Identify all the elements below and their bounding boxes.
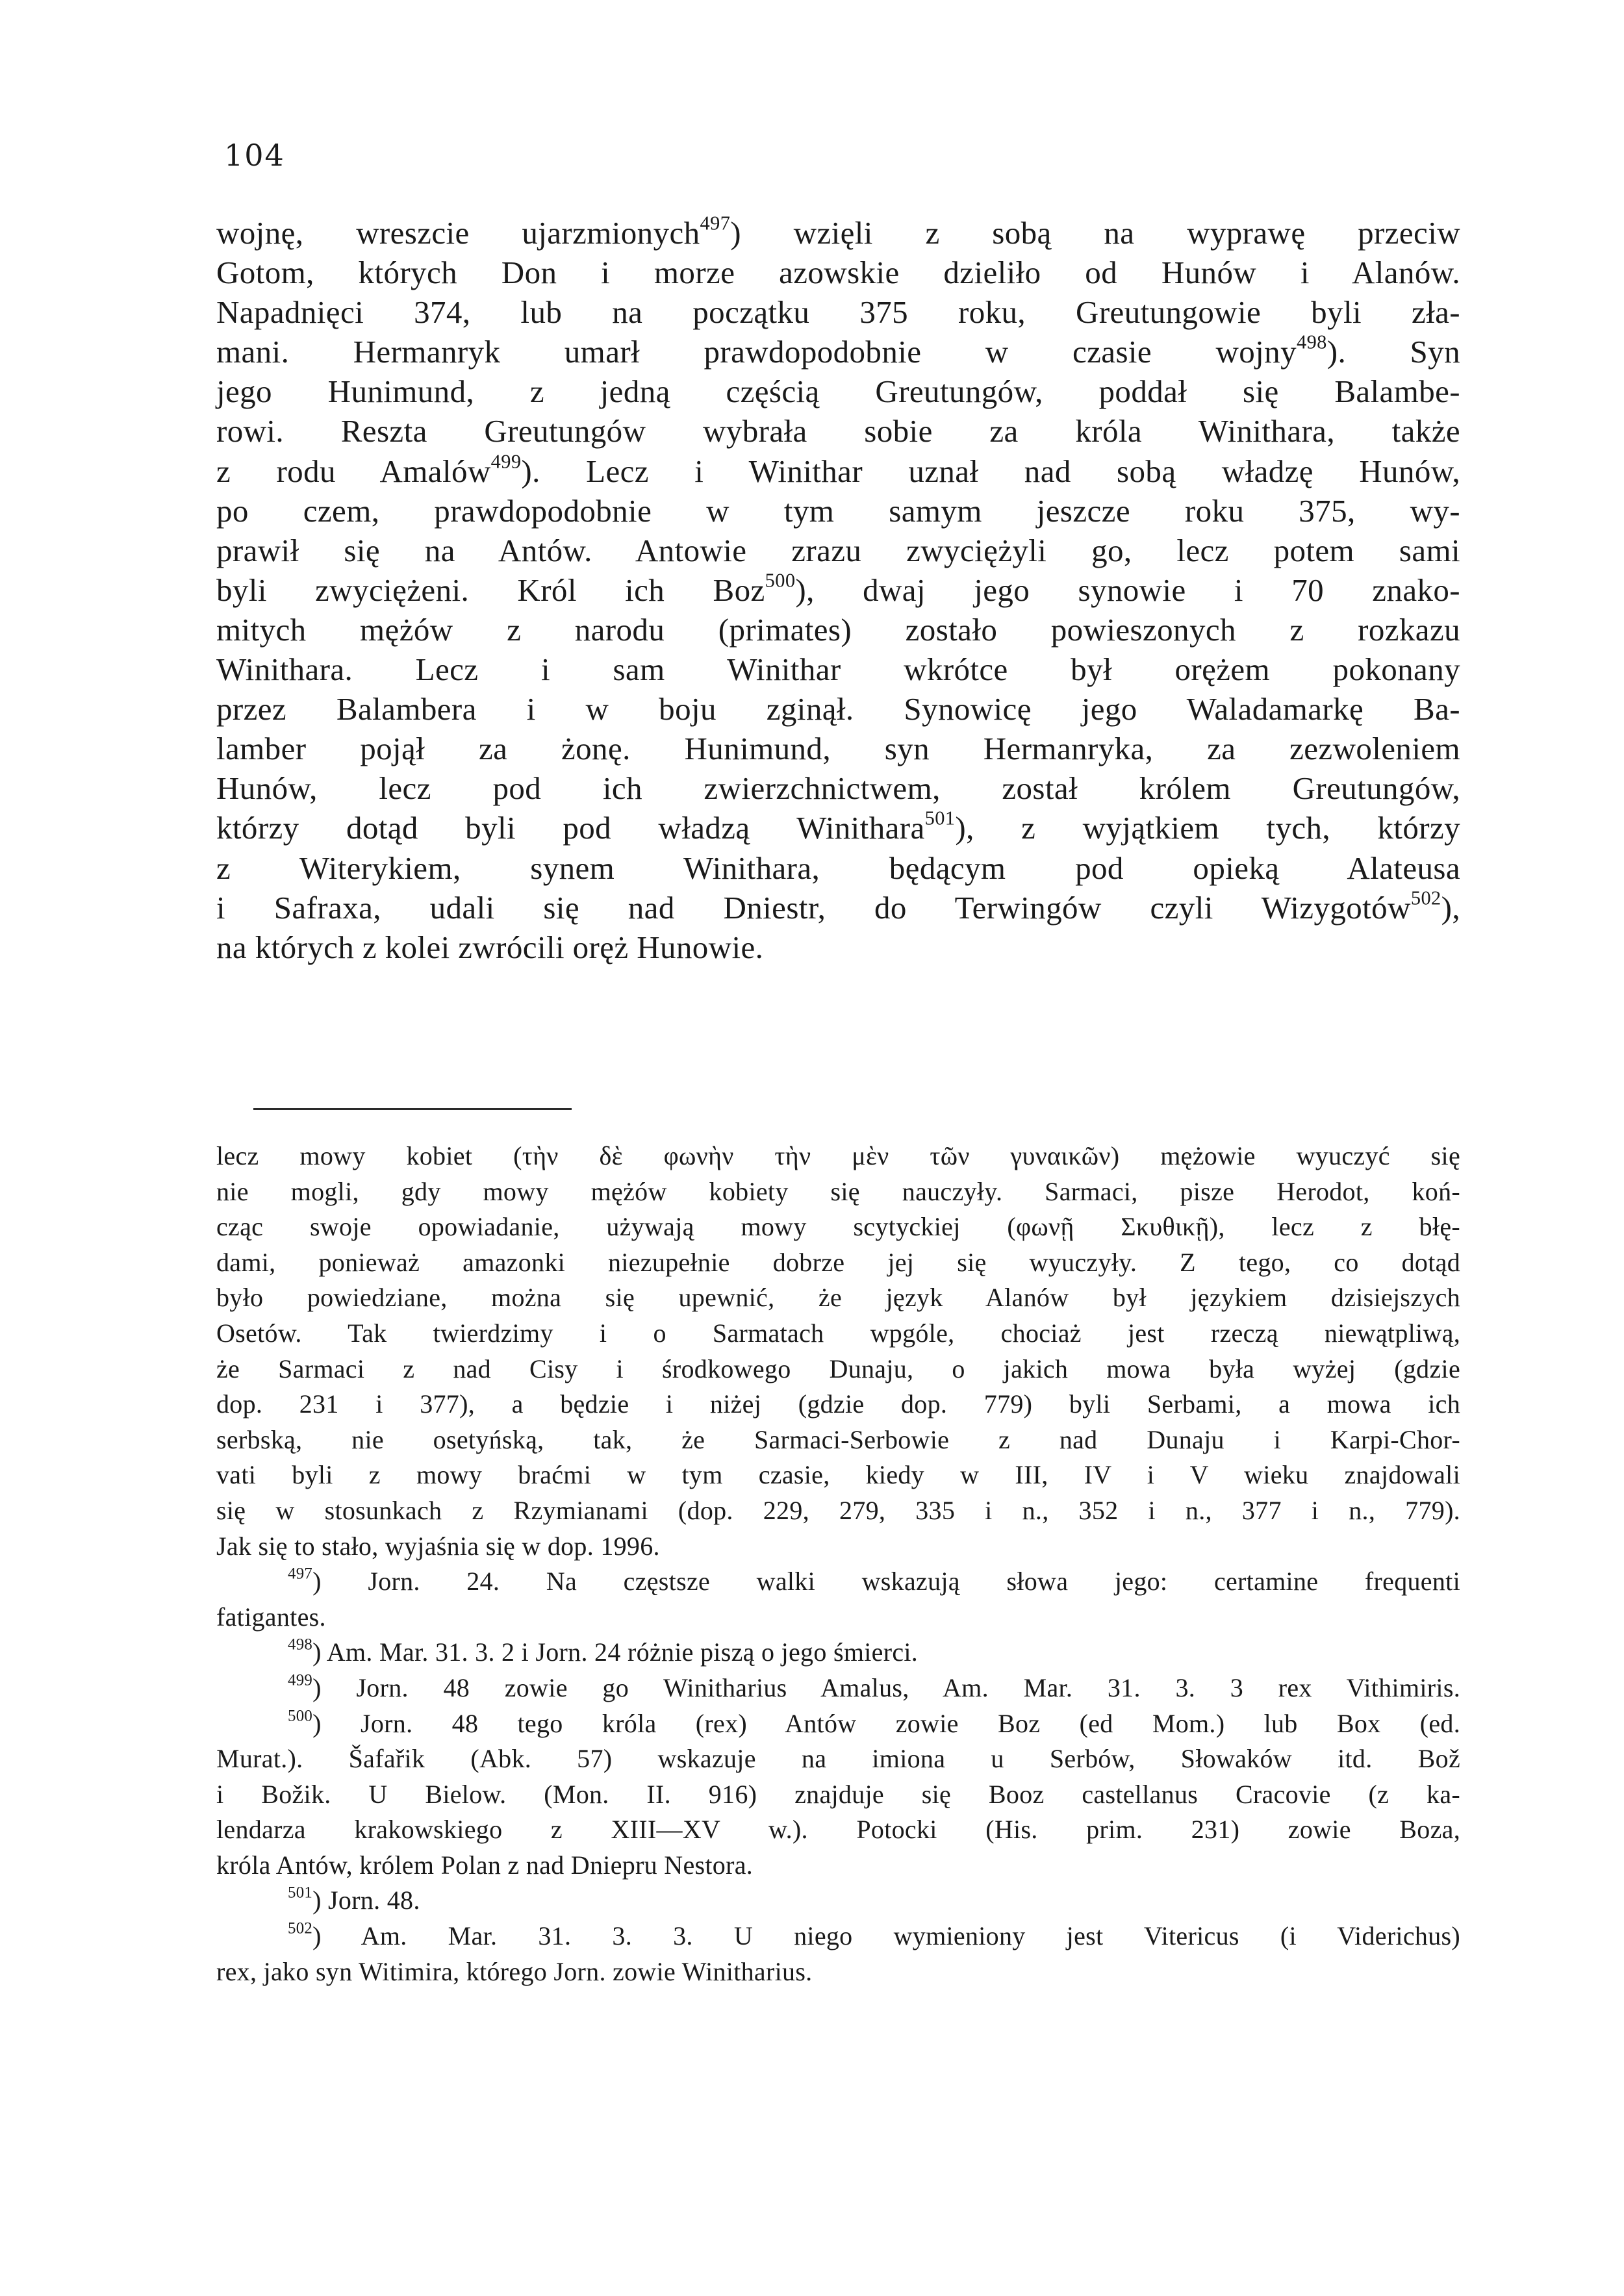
footnote-ref: 500 — [765, 569, 796, 592]
text-segment: lamber pojął za żonę. Hunimund, syn Hermanryka, za zezwoleniem — [216, 731, 1460, 767]
text-segment: ) wzięli z sobą na wyprawę przeciw — [730, 215, 1461, 251]
footnote-line: Murat.). Šafařik (Abk. 57) wskazuje na imiona u Serbów, Słowaków itd. Bož — [216, 1744, 1460, 1774]
footnote-ref: 502 — [1410, 887, 1441, 909]
footnote-line: lendarza krakowskiego z XIII—XV w.). Potocki (His. prim. 231) zowie Boza, — [216, 1815, 1460, 1845]
text-line — [216, 411, 1460, 451]
footnote-501 — [216, 1883, 1460, 1919]
text-line — [216, 531, 1460, 570]
footnote-divider — [253, 1108, 572, 1110]
footnote-text: ) Jorn. 24. Na częstsze walki wskazują słowa jego: certamine frequenti — [312, 1567, 1460, 1596]
text-line — [216, 451, 1460, 491]
page-number: 104 — [224, 138, 285, 173]
text-segment: z rodu Amalów — [216, 453, 491, 489]
text-line — [216, 689, 1460, 729]
footnote-continuation-line: dop. 231 i 377), a będzie i niżej (gdzie dop. 779) byli Serbami, a mowa ich — [216, 1389, 1460, 1419]
footnote-line: i Božik. U Bielow. (Mon. II. 916) znajduje się Booz castellanus Cracovie (z ka- — [216, 1779, 1460, 1809]
footnote-marker: 498 — [288, 1635, 313, 1654]
text-segment: rowi. Reszta Greutungów wybrała sobie za króla Winithara, także — [216, 413, 1460, 449]
text-segment: ), — [1441, 889, 1460, 926]
text-line — [216, 650, 1460, 689]
text-line — [216, 848, 1460, 888]
footnote-continuation-line: cząc swoje opowiadanie, używają mowy scytyckiej (φωνῇ Σκυθικῇ), lecz z błę- — [216, 1212, 1460, 1242]
footnote-text: ) Jorn. 48 tego króla (rex) Antów zowie Boz (ed Mom.) lub Box (ed. — [312, 1708, 1460, 1738]
text-line — [216, 808, 1460, 848]
text-segment: na których z kolei zwrócili oręż Hunowie. — [216, 929, 764, 965]
footnote-continuation-line: nie mogli, gdy mowy mężów kobiety się nauczyły. Sarmaci, pisze Herodot, koń- — [216, 1176, 1460, 1206]
text-line — [216, 927, 1460, 967]
text-segment: którzy dotąd byli pod władzą Winithara — [216, 810, 925, 846]
footnote-ref: 499 — [490, 450, 522, 473]
footnote-continuation-line: vati byli z mowy braćmi w tym czasie, kiedy w III, IV i V wieku znajdowali — [216, 1460, 1460, 1490]
footnote-text: ) Jorn. 48. — [312, 1886, 420, 1915]
text-segment: z Witerykiem, synem Winithara, będącym pod opieką Alateusa — [216, 850, 1460, 886]
text-segment: i Safraxa, udali się nad Dniestr, do Terwingów czyli Wizygotów — [216, 889, 1411, 926]
text-segment: po czem, prawdopodobnie w tym samym jeszcze roku 375, wy- — [216, 492, 1460, 529]
text-line — [216, 213, 1460, 253]
footnote-502 — [216, 1919, 1460, 1954]
text-segment: Hunów, lecz pod ich zwierzchnictwem, został królem Greutungów, — [216, 770, 1460, 807]
footnote-continuation-line: że Sarmaci z nad Cisy i środkowego Dunaju, o jakich mowa była wyżej (gdzie — [216, 1354, 1460, 1383]
footnote-marker: 501 — [288, 1884, 313, 1902]
footnote-continuation-line: się w stosunkach z Rzymianami (dop. 229, 279, 335 i n., 352 i n., 377 i n., 779). — [216, 1495, 1460, 1525]
text-segment: Napadnięci 374, lub na początku 375 roku, Greutungowie byli zła- — [216, 294, 1460, 331]
footnote-continuation-line: Jak się to stało, wyjaśnia się w dop. 1996. — [216, 1531, 660, 1561]
text-segment: Winithara. Lecz i sam Winithar wkrótce był orężem pokonany — [216, 651, 1460, 688]
footnote-marker: 499 — [288, 1671, 313, 1689]
footnote-continuation-line: Osetów. Tak twierdzimy i o Sarmatach wpgóle, chociaż jest rzeczą niewątpliwą, — [216, 1318, 1460, 1348]
text-line — [216, 888, 1460, 927]
footnote-continuation-line: lecz mowy kobiet (τὴν δὲ φωνὴν τὴν μὲν τῶν γυναικῶν) mężowie wyuczyć się — [216, 1141, 1460, 1170]
footnote-499 — [216, 1671, 1460, 1706]
text-segment: ). Syn — [1326, 334, 1460, 370]
main-text — [216, 213, 1460, 967]
footnote-continuation-line: serbską, nie osetyńską, tak, że Sarmaci-Serbowie z nad Dunaju i Karpi-Chor- — [216, 1424, 1460, 1454]
text-line — [216, 292, 1460, 332]
text-segment: mitych mężów z narodu (primates) zostało powieszonych z rozkazu — [216, 611, 1460, 648]
text-segment: prawił się na Antów. Antowie zrazu zwyciężyli go, lecz potem sami — [216, 532, 1460, 568]
footnote-text: ) Am. Mar. 31. 3. 2 i Jorn. 24 różnie piszą o jego śmierci. — [312, 1637, 919, 1667]
text-segment: przez Balambera i w boju zginął. Synowicę jego Waladamarkę Ba- — [216, 691, 1460, 727]
footnote-marker: 497 — [288, 1565, 313, 1583]
text-segment: ), z wyjątkiem tych, którzy — [955, 810, 1460, 846]
footnote-text: ) Jorn. 48 zowie go Winitharius Amalus, Am. Mar. 31. 3. 3 rex Vithimiris. — [312, 1672, 1460, 1702]
text-line — [216, 570, 1460, 610]
footnote-ref: 501 — [924, 807, 956, 830]
footnote-text: ) Am. Mar. 31. 3. 3. U niego wymieniony jest Vitericus (i Viderichus) — [312, 1921, 1460, 1951]
footnote-line: rex, jako syn Witimira, którego Jorn. zowie Winitharius. — [216, 1956, 813, 1986]
text-segment: Gotom, których Don i morze azowskie dzieliło od Hunów i Alanów. — [216, 255, 1460, 291]
text-segment: wojnę, wreszcie ujarzmionych — [216, 215, 700, 251]
text-segment: ), dwaj jego synowie i 70 znako- — [795, 572, 1461, 608]
text-segment: byli zwyciężeni. Król ich Boz — [216, 572, 765, 608]
text-line — [216, 729, 1460, 768]
text-segment: mani. Hermanryk umarł prawdopodobnie w czasie wojny — [216, 334, 1297, 370]
footnote-line: króla Antów, królem Polan z nad Dniepru Nestora. — [216, 1850, 754, 1880]
footnote-marker: 500 — [288, 1707, 313, 1725]
footnote-497 — [216, 1564, 1460, 1600]
text-line — [216, 491, 1460, 531]
footnote-continuation-line: dami, ponieważ amazonki niezupełnie dobrze jej się wyuczyły. Z tego, co dotąd — [216, 1247, 1460, 1277]
footnote-marker: 502 — [288, 1919, 313, 1937]
footnote-line: fatigantes. — [216, 1602, 326, 1632]
text-segment: jego Hunimund, z jedną częścią Greutungów, poddał się Balambe- — [216, 373, 1460, 410]
text-line — [216, 332, 1460, 372]
footnote-continuation-line: było powiedziane, można się upewnić, że język Alanów był językiem dzisiejszych — [216, 1283, 1460, 1313]
footnote-ref: 497 — [700, 212, 731, 234]
text-line — [216, 610, 1460, 650]
footnote-498 — [216, 1635, 1460, 1671]
text-line — [216, 253, 1460, 292]
footnotes — [216, 1139, 1460, 1989]
footnote-ref: 498 — [1296, 331, 1327, 354]
footnote-500 — [216, 1706, 1460, 1742]
text-segment: ). Lecz i Winithar uznał nad sobą władzę Hunów, — [521, 453, 1461, 489]
text-line — [216, 372, 1460, 411]
text-line — [216, 768, 1460, 808]
